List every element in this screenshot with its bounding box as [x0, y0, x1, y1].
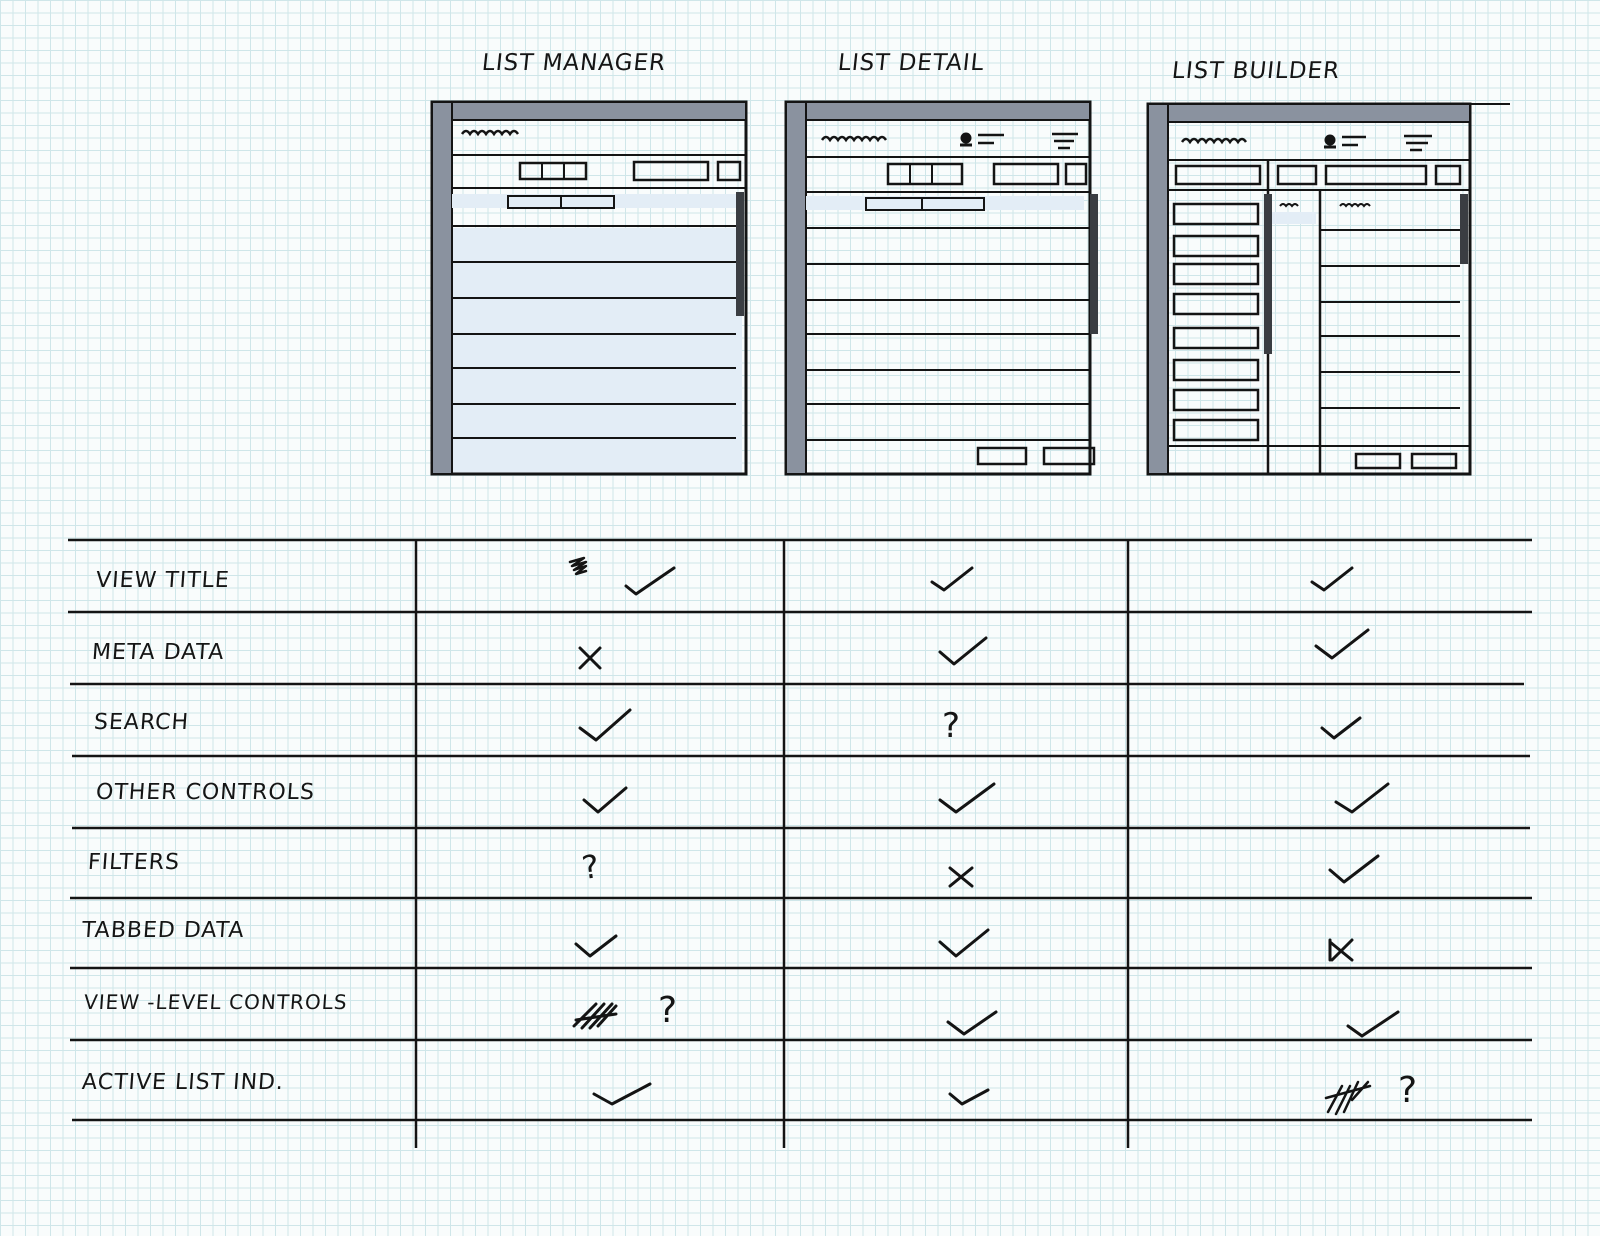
check-mark — [932, 568, 972, 590]
question-mark: ? — [942, 706, 962, 746]
check-mark — [1336, 784, 1388, 812]
check-mark — [1322, 718, 1360, 738]
check-mark — [1312, 568, 1352, 590]
wireframe-list-detail — [786, 102, 1098, 474]
check-mark — [1316, 630, 1368, 658]
scribble-mark — [1326, 1082, 1370, 1114]
wireframe-list-builder — [1148, 104, 1510, 474]
check-mark — [580, 710, 630, 740]
check-mark — [940, 638, 986, 664]
check-mark — [576, 936, 616, 956]
wireframe-title-list-builder: LIST BUILDER — [1170, 58, 1342, 84]
row-label-filters: FILTERS — [87, 850, 181, 875]
scribble-mark — [570, 558, 586, 574]
check-mark — [948, 1012, 996, 1034]
row-label-view-title: VIEW TITLE — [95, 568, 231, 593]
x-mark — [950, 868, 972, 886]
question-mark: ? — [658, 990, 679, 1031]
check-mark — [940, 930, 988, 956]
question-mark: ? — [1398, 1070, 1419, 1111]
check-mark — [950, 1090, 988, 1104]
question-mark: ? — [579, 846, 603, 888]
check-mark — [584, 788, 626, 812]
wireframe-title-list-manager: LIST MANAGER — [480, 50, 668, 76]
check-mark — [626, 568, 674, 594]
check-mark — [1330, 856, 1378, 882]
check-mark — [594, 1084, 650, 1104]
row-label-active-list-ind: ACTIVE LIST IND. — [81, 1070, 285, 1095]
x-mark — [1330, 940, 1352, 960]
comparison-marks — [570, 558, 1398, 1114]
row-label-other-controls: OTHER CONTROLS — [95, 780, 316, 805]
x-mark — [580, 648, 600, 668]
row-label-tabbed-data: TABBED DATA — [81, 918, 246, 943]
row-label-search: SEARCH — [93, 710, 190, 735]
scribble-mark — [574, 1004, 616, 1028]
check-mark — [1348, 1012, 1398, 1036]
row-label-meta-data: META DATA — [91, 640, 226, 665]
row-label-view-level-controls: VIEW -LEVEL CONTROLS — [83, 990, 349, 1014]
wireframe-list-manager — [432, 102, 746, 474]
check-mark — [940, 784, 994, 812]
comparison-table-grid — [68, 540, 1532, 1148]
wireframe-title-list-detail: LIST DETAIL — [836, 50, 986, 76]
